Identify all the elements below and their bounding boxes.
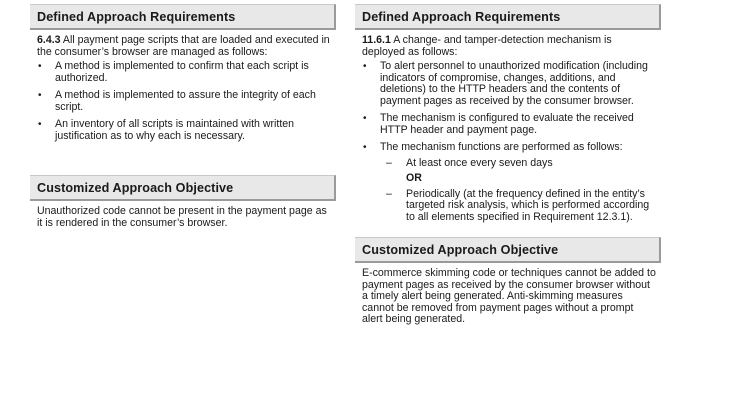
- left-requirement-list: [37, 61, 332, 142]
- bullet-icon: •: [363, 142, 367, 153]
- left-requirement-intro-text: All payment page scripts that are loaded and executed in the consumer’s browser are managed as follows:: [37, 34, 330, 58]
- left-column: [30, 4, 336, 229]
- sub-list-item-text: Periodically (at the frequency defined in the entity’s targeted risk analysis, which is performed according to all elements specified in Requirement 12.3.1).: [406, 187, 650, 223]
- list-item-text: A method is implemented to assure the integrity of each script.: [55, 89, 316, 113]
- left-requirements-section: [30, 4, 336, 142]
- frequency-sublist: [380, 158, 657, 170]
- right-objective-section: [355, 237, 661, 326]
- list-item-text: The mechanism functions are performed as follows:: [380, 141, 623, 153]
- list-item: [362, 113, 657, 136]
- right-requirement-number: 11.6.1: [362, 34, 391, 46]
- bullet-icon: •: [38, 61, 42, 72]
- left-requirements-header: Defined Approach Requirements: [30, 4, 336, 30]
- list-item-text: A method is implemented to confirm that each script is authorized.: [55, 60, 309, 84]
- right-requirement-intro: [362, 35, 657, 58]
- sub-list-item: [380, 158, 657, 170]
- right-objective-header: Customized Approach Objective: [355, 237, 661, 263]
- dash-icon: –: [386, 187, 392, 200]
- left-requirement-number: 6.4.3: [37, 34, 61, 46]
- list-item-text: An inventory of all scripts is maintained with written justification as to why each is necessary.: [55, 118, 295, 142]
- sub-list-item: [380, 189, 657, 224]
- bullet-icon: •: [38, 90, 42, 101]
- list-item-text: To alert personnel to unauthorized modification (including indicators of compromise, changes, additions, and deletions) to the HTTP headers and the contents of payment pages as received by the consumer browser.: [380, 60, 648, 107]
- right-objective-body: E-commerce skimming code or techniques cannot be added to payment pages as received by the consumer browser without a timely alert being generated. Anti-skimming measures cannot be removed from payment pages without a prompt alert being generated.: [362, 267, 656, 325]
- right-requirements-header: Defined Approach Requirements: [355, 4, 661, 30]
- right-requirement-list: [362, 61, 657, 223]
- bullet-icon: •: [363, 61, 367, 72]
- list-item: [37, 119, 332, 142]
- left-objective-section: [30, 175, 336, 229]
- left-objective-header: Customized Approach Objective: [30, 175, 336, 201]
- sub-list-item-text: At least once every seven days: [406, 156, 553, 169]
- right-requirement-intro-text: A change- and tamper-detection mechanism is deployed as follows:: [362, 34, 612, 58]
- right-column: [355, 4, 661, 326]
- list-item: [37, 61, 332, 84]
- frequency-sublist-alt: [380, 189, 657, 224]
- list-item: [362, 142, 657, 223]
- left-objective-body: Unauthorized code cannot be present in the payment page as it is rendered in the consumer’s browser.: [37, 205, 327, 229]
- list-item: [362, 61, 657, 107]
- left-requirement-intro: [37, 35, 332, 58]
- bullet-icon: •: [38, 119, 42, 130]
- list-item: [37, 90, 332, 113]
- left-requirements-body: [30, 30, 336, 142]
- bullet-icon: •: [363, 113, 367, 124]
- dash-icon: –: [386, 156, 392, 169]
- or-separator: OR: [406, 172, 422, 184]
- right-requirements-body: [355, 30, 661, 223]
- right-requirements-section: [355, 4, 661, 223]
- list-item-text: The mechanism is configured to evaluate the received HTTP header and payment page.: [380, 112, 634, 136]
